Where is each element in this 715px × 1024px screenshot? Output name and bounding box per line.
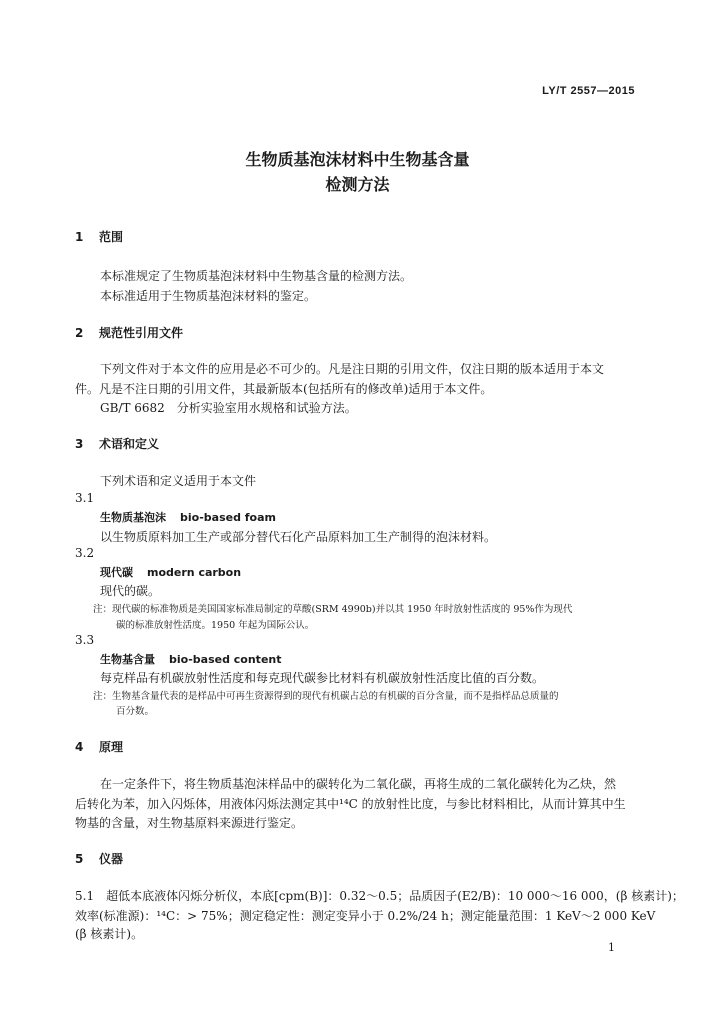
standard-code: LY/T 2557—2015	[542, 85, 635, 97]
term-3-3-note-line2: 百分数。	[116, 706, 155, 717]
section-2-paragraph-1a: 下列文件对于本文件的应用是必不可少的。凡是注日期的引用文件，仅注日期的版本适用于本文	[100, 362, 605, 376]
section-5-title: 仪器	[99, 852, 124, 866]
term-3-2-definition: 现代的碳。	[100, 584, 161, 598]
term-3-2-chinese: 现代碳	[100, 566, 133, 579]
section-4-line1: 在一定条件下，将生物质基泡沫样品中的碳转化为二氧化碳，再将生成的二氧化碳转化为乙炔，然	[100, 777, 617, 791]
section-4-line3: 物基的含量，对生物基原料来源进行鉴定。	[75, 816, 304, 830]
term-3-3-chinese: 生物基含量	[100, 653, 155, 666]
section-2-paragraph-1b: 件。凡是不注日期的引用文件，其最新版本(包括所有的修改单)适用于本文件。	[75, 382, 493, 396]
section-1-heading	[75, 228, 123, 245]
section-3-title: 术语和定义	[99, 437, 160, 451]
section-2-title: 规范性引用文件	[99, 326, 184, 340]
section-2-heading	[75, 324, 183, 341]
section-3-intro: 下列术语和定义适用于本文件	[100, 474, 257, 488]
clause-5-1-line1: 5.1 超低本底液体闪烁分析仪，本底[cpm(B)]：0.32～0.5；品质因子(E2/B)：10 000～16 000，(β 核素计)；	[75, 889, 684, 903]
term-3-1-title	[100, 509, 276, 525]
page-number: 1	[608, 941, 615, 954]
clause-5-1-line3: (β 核素计)。	[75, 927, 144, 941]
term-3-2-note-line1: 注：现代碳的标准物质是美国国家标准局制定的草酸(SRM 4990b)并以其 1950 年时放射性活度的 95%作为现代	[93, 604, 573, 615]
section-1-number: 1	[75, 230, 84, 244]
section-4-heading	[75, 738, 123, 755]
section-3-number: 3	[75, 437, 84, 451]
document-title-line1: 生物质基泡沫材料中生物基含量	[245, 150, 470, 169]
section-2-normative-reference: GB/T 6682 分析实验室用水规格和试验方法。	[100, 401, 357, 415]
section-1-title: 范围	[99, 230, 124, 244]
section-4-number: 4	[75, 740, 84, 754]
term-3-3-title	[100, 651, 282, 667]
section-3-heading	[75, 435, 159, 452]
term-3-2-number: 3.2	[75, 546, 95, 560]
clause-5-1-line2: 效率(标准源)：¹⁴C：> 75%；测定稳定性：测定变异小于 0.2%/24 h；测定能量范围：1 KeV～2 000 KeV	[75, 909, 656, 923]
section-4-line2: 后转化为苯，加入闪烁体，用液体闪烁法测定其中¹⁴C 的放射性比度，与参比材料相比，从而计算其中生	[75, 797, 626, 811]
term-3-3-english: bio-based content	[169, 653, 282, 666]
section-1-paragraph-2: 本标准适用于生物质基泡沫材料的鉴定。	[100, 289, 317, 303]
term-3-3-note-line1: 注：生物基含量代表的是样品中可再生资源得到的现代有机碳占总的有机碳的百分含量，而不是指样品总质量的	[93, 691, 559, 702]
term-3-1-chinese: 生物质基泡沫	[100, 511, 166, 524]
term-3-3-number: 3.3	[75, 633, 95, 647]
term-3-1-english: bio-based foam	[180, 511, 277, 524]
term-3-3-definition: 每克样品有机碳放射性活度和每克现代碳参比材料有机碳放射性活度比值的百分数。	[100, 671, 545, 685]
document-title-line2: 检测方法	[325, 175, 390, 194]
term-3-2-note-line2: 碳的标准放射性活度。1950 年起为国际公认。	[116, 620, 315, 631]
term-3-1-definition: 以生物质原料加工生产或部分替代石化产品原料加工生产制得的泡沫材料。	[100, 530, 497, 544]
section-5-number: 5	[75, 852, 84, 866]
term-3-1-number: 3.1	[75, 491, 95, 505]
term-3-2-english: modern carbon	[147, 566, 242, 579]
section-2-number: 2	[75, 326, 84, 340]
section-5-heading	[75, 850, 123, 867]
term-3-2-title	[100, 564, 241, 580]
section-1-paragraph-1: 本标准规定了生物质基泡沫材料中生物基含量的检测方法。	[100, 269, 413, 283]
section-4-title: 原理	[99, 740, 124, 754]
